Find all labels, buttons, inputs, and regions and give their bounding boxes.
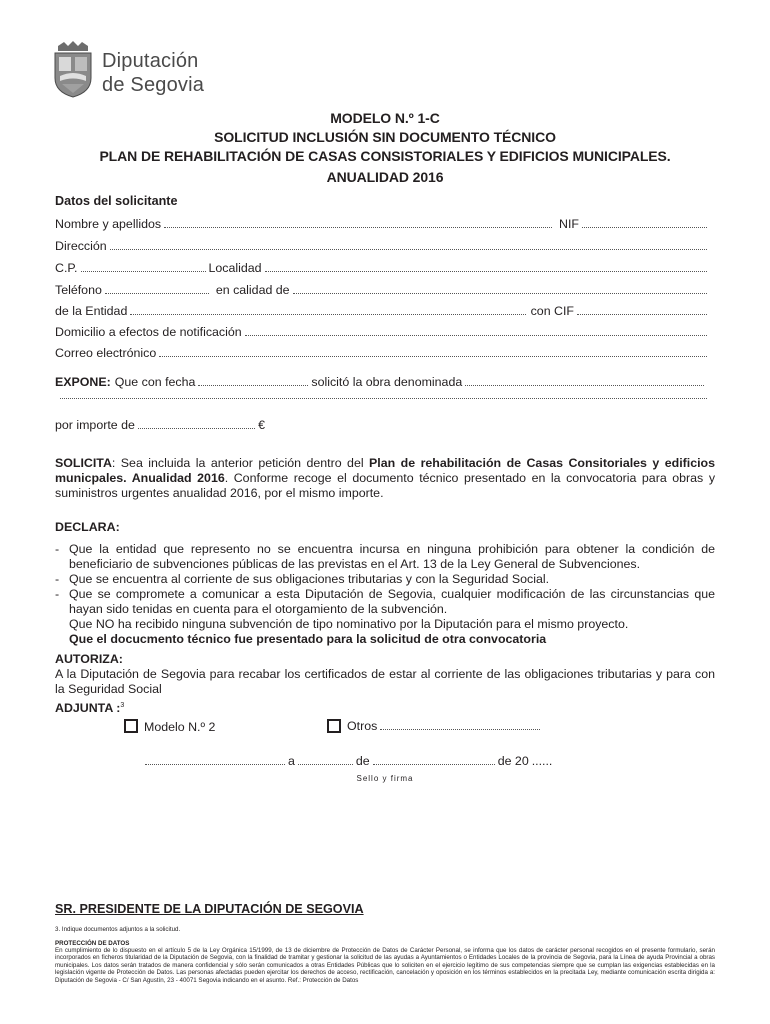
form-plan-title: PLAN DE REHABILITACIÓN DE CASAS CONSISTORIALES Y EDIFICIOS MUNICIPALES. <box>99 148 671 164</box>
seal-signature-label: Sello y firma <box>356 774 414 783</box>
entity-label: de la Entidad <box>55 304 128 318</box>
solicita-paragraph <box>55 456 715 502</box>
other-field[interactable] <box>380 728 540 730</box>
adjunta-footnote-ref: 3 <box>120 701 125 709</box>
nif-field[interactable] <box>582 226 707 228</box>
email-row <box>55 346 710 360</box>
solicita-text2: . Conforme recoge el documento técnico presentado en la convocatoria para obras y suministros urgentes anualidad 2016, por el mismo importe. <box>55 471 716 501</box>
footnote: 3. Indique documentos adjuntos a la solicitud. <box>55 926 181 933</box>
locality-field[interactable] <box>265 270 707 272</box>
expone-label: EXPONE: <box>55 375 111 389</box>
cp-locality-row <box>55 261 710 275</box>
date-de1-label: de <box>355 754 370 768</box>
entity-cif-row <box>55 304 710 318</box>
declara-label: DECLARA: <box>55 520 120 534</box>
declara-technical-document: Que el docucmento técnico fue presentado para la solicitud de otra convocatoria <box>69 632 547 646</box>
name-field[interactable] <box>164 226 552 228</box>
notification-field[interactable] <box>245 334 707 336</box>
model2-checkbox[interactable] <box>124 719 138 733</box>
declara-item-2: - Que se encuentra al corriente de sus obligaciones tributarias y con la Seguridad Social. <box>55 572 715 587</box>
phone-field[interactable] <box>105 292 209 294</box>
declara-no-subsidy: Que NO ha recibido ninguna subvención de tipo nominativo por la Diputación para el mismo proyecto. <box>69 617 629 631</box>
year-field[interactable]: ...... <box>531 754 553 768</box>
phone-capacity-row <box>55 283 710 297</box>
email-label: Correo electrónico <box>55 346 157 360</box>
autoriza-text: A la Diputación de Segovia para recabar los certificados de estar al corriente de las obligaciones tributarias y para con la Seguridad Social <box>55 667 715 697</box>
amount-label: por importe de <box>55 418 135 432</box>
declara-item-3-text: Que se compromete a comunicar a esta Diputación de Segovia, cualquier modificación de las circunstancias que hayan sido tenidas en cuenta para el otorgamiento de la subvención. <box>69 587 715 617</box>
month-field[interactable] <box>373 763 495 765</box>
logo-text-line2: de Segovia <box>102 74 205 96</box>
diputacion-logo <box>50 40 220 100</box>
declara-item-1-text: Que la entidad que represento no se encuentra incursa en ninguna prohibición para obtener la condición de beneficiario de subvenciones públicas de las previstas en el Art. 13 de la Ley General de Subvenciones. <box>69 542 715 572</box>
work-name-field-2[interactable] <box>60 397 707 399</box>
date-de2-label: de 20 <box>497 754 529 768</box>
declara-item-2-text: Que se encuentra al corriente de sus obligaciones tributarias y con la Seguridad Social. <box>69 572 550 586</box>
notification-row <box>55 325 710 339</box>
place-field[interactable] <box>145 763 285 765</box>
nif-label: NIF <box>559 217 579 231</box>
expone-text1: Que con fecha <box>114 375 196 389</box>
applicant-heading: Datos del solicitante <box>55 194 178 208</box>
plan-name: Plan de rehabilitación de Casas Consitoriales y edificios municpales. Anualidad 2016 <box>55 456 715 486</box>
amount-field[interactable] <box>138 427 255 429</box>
day-field[interactable] <box>298 763 353 765</box>
entity-field[interactable] <box>130 313 525 315</box>
autoriza-label: AUTORIZA: <box>55 652 123 666</box>
expone-row <box>55 375 707 389</box>
notification-label: Domicilio a efectos de notificación <box>55 325 242 339</box>
other-label: Otros <box>347 719 378 733</box>
form-model-title: MODELO N.º 1-C <box>330 110 440 126</box>
attachment-option-model2[interactable] <box>124 719 215 734</box>
name-nif-row <box>55 217 710 231</box>
phone-label: Teléfono <box>55 283 102 297</box>
date-a-label: a <box>288 754 295 768</box>
amount-row <box>55 418 265 432</box>
request-date-field[interactable] <box>198 384 308 386</box>
name-label: Nombre y apellidos <box>55 217 162 231</box>
attachment-option-other[interactable] <box>327 719 543 733</box>
other-checkbox[interactable] <box>327 719 341 733</box>
adjunta-label: ADJUNTA : <box>55 701 121 715</box>
solicita-text1: : Sea incluida la anterior petición dentro del <box>111 456 370 470</box>
capacity-field[interactable] <box>293 292 707 294</box>
form-year-title: ANUALIDAD 2016 <box>326 169 444 185</box>
solicita-label: SOLICITA <box>55 456 112 470</box>
coat-of-arms-icon <box>50 40 96 98</box>
cif-field[interactable] <box>577 313 707 315</box>
form-request-title: SOLICITUD INCLUSIÓN SIN DOCUMENTO TÉCNICO <box>214 129 556 145</box>
logo-text-line1: Diputación <box>102 50 199 72</box>
address-row <box>55 239 710 253</box>
work-name-field[interactable] <box>465 384 704 386</box>
model2-label: Modelo N.º 2 <box>144 720 216 734</box>
cif-label: con CIF <box>530 304 574 318</box>
declara-item-1: - Que la entidad que represento no se encuentra incursa en ninguna prohibición para obtener la condición de beneficiario de subvenciones públicas de las previstas en el Art. 13 de la Ley General de Subvenciones. <box>55 542 715 572</box>
data-protection-heading: PROTECCIÓN DE DATOS <box>55 940 130 947</box>
expone-text2: solicitó la obra denominada <box>311 375 463 389</box>
capacity-label: en calidad de <box>215 283 290 297</box>
locality-label: Localidad <box>208 261 262 275</box>
cp-field[interactable] <box>81 270 206 272</box>
adjunta-heading <box>55 701 124 715</box>
data-protection-text: En cumplimiento de lo dispuesto en el artículo 5 de la Ley Orgánica 15/1999, de 13 de diciembre de Protección de Datos de Carácter Personal, se informa que los datos de carácter personal recogidos en el presente formulario, serán incorporados en ficheros titularidad de la Diputación de Segovia, con la finalidad de tramitar y gestionar la solicitud de las ayudas a Ayuntamientos o Entidades Locales de la provincia de Segovia, para la Línea de ayuda Provincial a obras municipales. Los datos serán tratados de manera confidencial y sólo serán comunicados a otras Entidades Públicas que lo soliciten en el ejercicio legítimo de sus competencias siempre que se cumplan las exigencias establecidas en la legislación vigente de Protección de Datos. Las personas afectadas pueden ejercitar los derechos de acceso, rectificación, cancelación y oposición en los términos establecidos en la precitada Ley, mediante comunicación escrita dirigida a: Diputación de Segovia - C/ San Agustín, 23 - 40071 Segovia indicando en el asunto. Ref.: Protección de Datos <box>55 947 715 984</box>
email-field[interactable] <box>159 355 707 357</box>
work-name-continuation-row <box>60 397 710 402</box>
address-label: Dirección <box>55 239 107 253</box>
address-field[interactable] <box>110 248 707 250</box>
cp-label: C.P. <box>55 261 78 275</box>
currency-symbol: € <box>258 418 265 432</box>
declara-item-3: - Que se compromete a comunicar a esta Diputación de Segovia, cualquier modificación de las circunstancias que hayan sido tenidas en cuenta para el otorgamiento de la subvención. <box>55 587 715 617</box>
date-line <box>145 754 552 768</box>
addressee: SR. PRESIDENTE DE LA DIPUTACIÓN DE SEGOVIA <box>55 902 364 916</box>
